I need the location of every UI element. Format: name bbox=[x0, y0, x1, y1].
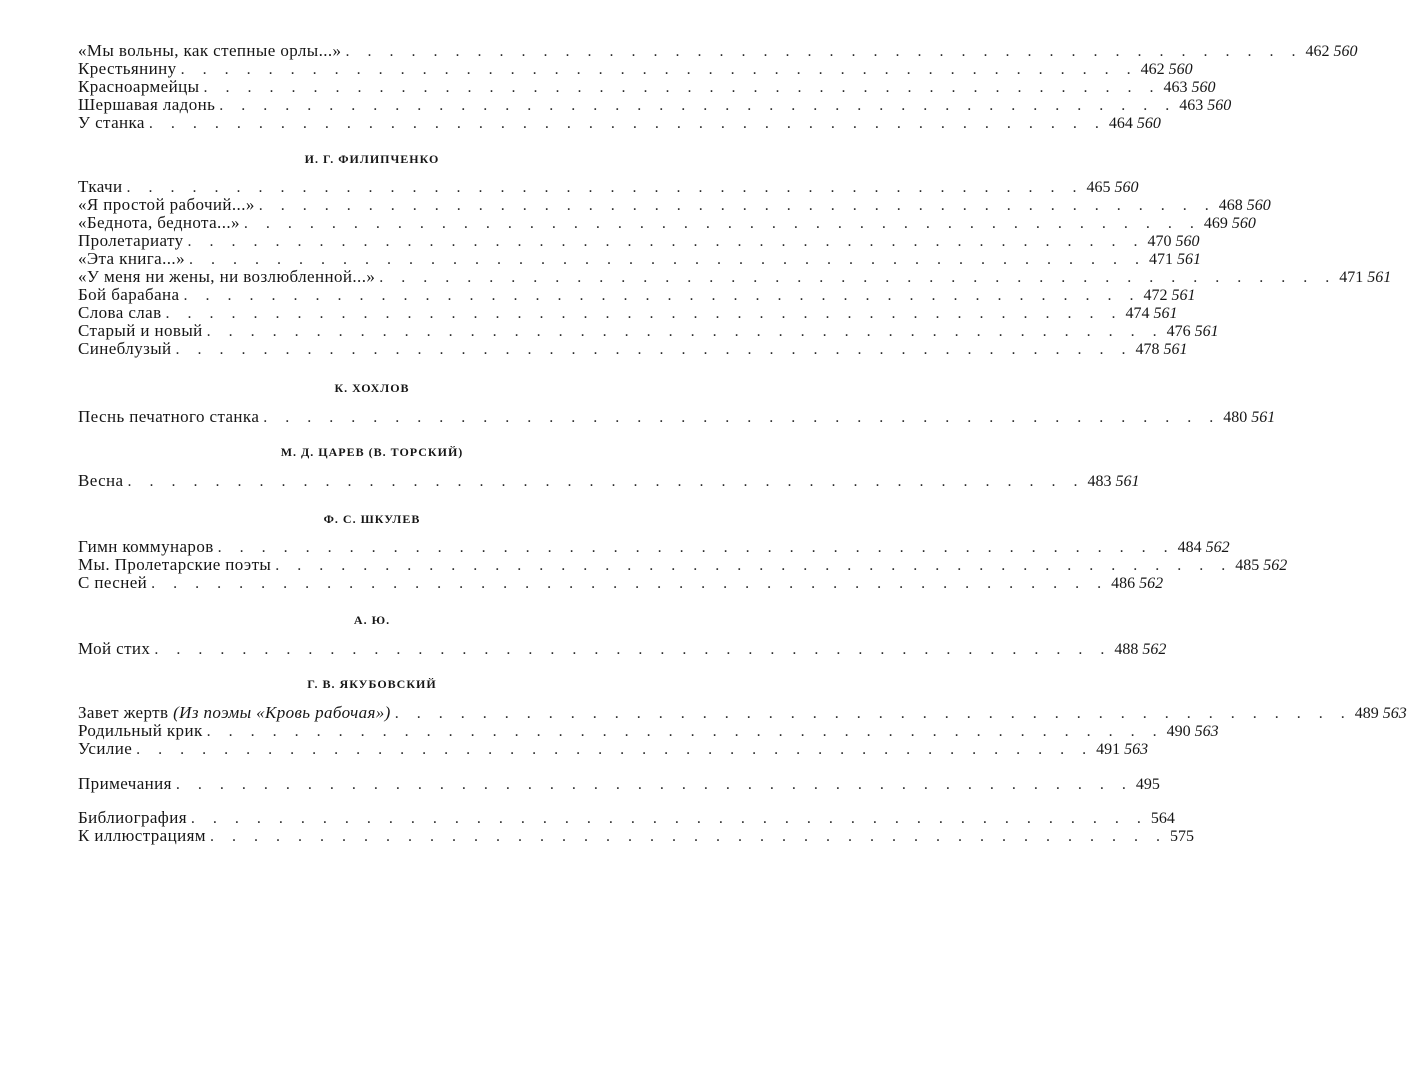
toc-entry[interactable] bbox=[78, 537, 1230, 556]
page-number: 484 bbox=[1177, 539, 1202, 556]
page-number: 463 bbox=[1163, 79, 1188, 96]
note-page-number: 563 bbox=[1194, 723, 1219, 740]
note-page-number: 560 bbox=[1231, 215, 1256, 232]
dot-leader: . . . . . . . . . . . . . . . . . . . . . . . . . . . . . . . . . . . . . . . . . . . . bbox=[190, 810, 1148, 827]
page-number: 471 bbox=[1148, 251, 1173, 268]
entry-subtitle: (Из поэмы «Кровь рабочая») bbox=[173, 703, 391, 722]
note-page-number: 561 bbox=[1367, 269, 1392, 286]
entry-title: Старый и новый bbox=[78, 321, 203, 340]
toc-section bbox=[78, 774, 1160, 793]
page-number: 469 bbox=[1203, 215, 1228, 232]
entry-title bbox=[78, 704, 391, 722]
author-heading: К. ХОХЛОВ bbox=[334, 381, 410, 395]
dot-leader: . . . . . . . . . . . . . . . . . . . . . . . . . . . . . . . . . . . . . . . . . . . . bbox=[187, 233, 1145, 250]
entry-title: «Эта книга...» bbox=[78, 249, 185, 268]
toc-entry[interactable] bbox=[78, 195, 1271, 214]
toc-entry[interactable] bbox=[78, 95, 1232, 114]
toc-section bbox=[78, 41, 1358, 132]
toc-entry[interactable] bbox=[78, 41, 1358, 60]
note-page-number: 561 bbox=[1163, 341, 1188, 358]
page-number: 478 bbox=[1135, 341, 1160, 358]
toc-section bbox=[78, 676, 1407, 758]
dot-leader: . . . . . . . . . . . . . . . . . . . . . . . . . . . . . . . . . . . . . . . . . . . . bbox=[206, 323, 1164, 340]
toc-entry[interactable] bbox=[78, 285, 1196, 304]
entry-title: Пролетариату bbox=[78, 231, 184, 250]
entry-title: Крестьянину bbox=[78, 59, 177, 78]
entry-title: С песней bbox=[78, 573, 148, 592]
entry-title: Шершавая ладонь bbox=[78, 95, 216, 114]
note-page-number: 560 bbox=[1333, 43, 1358, 60]
note-page-number: 563 bbox=[1124, 741, 1149, 758]
note-page-number: 563 bbox=[1382, 705, 1407, 722]
note-page-number: 562 bbox=[1205, 539, 1230, 556]
dot-leader: . . . . . . . . . . . . . . . . . . . . . . . . . . . . . . . . . . . . . . . . . . . . bbox=[126, 179, 1084, 196]
entry-title: Красноармейцы bbox=[78, 77, 200, 96]
toc-entry[interactable] bbox=[78, 826, 1194, 845]
page-number: 474 bbox=[1125, 305, 1150, 322]
dot-leader: . . . . . . . . . . . . . . . . . . . . . . . . . . . . . . . . . . . . . . . . . . . . bbox=[394, 705, 1352, 722]
page-number: 564 bbox=[1150, 810, 1175, 827]
dot-leader: . . . . . . . . . . . . . . . . . . . . . . . . . . . . . . . . . . . . . . . . . . . . bbox=[345, 43, 1303, 60]
entry-title: Ткачи bbox=[78, 177, 123, 196]
table-of-contents bbox=[78, 41, 1407, 845]
note-page-number: 560 bbox=[1246, 197, 1271, 214]
entry-title: Мой стих bbox=[78, 639, 151, 658]
dot-leader: . . . . . . . . . . . . . . . . . . . . . . . . . . . . . . . . . . . . . . . . . . . . bbox=[151, 575, 1109, 592]
note-page-number: 560 bbox=[1168, 61, 1193, 78]
note-page-number: 560 bbox=[1207, 97, 1232, 114]
toc-entry[interactable] bbox=[78, 59, 1193, 78]
dot-leader: . . . . . . . . . . . . . . . . . . . . . . . . . . . . . . . . . . . . . . . . . . . . bbox=[183, 287, 1141, 304]
dot-leader: . . . . . . . . . . . . . . . . . . . . . . . . . . . . . . . . . . . . . . . . . . . . bbox=[148, 115, 1106, 132]
dot-leader: . . . . . . . . . . . . . . . . . . . . . . . . . . . . . . . . . . . . . . . . . . . . bbox=[209, 828, 1167, 845]
page-number: 462 bbox=[1140, 61, 1165, 78]
page-number: 468 bbox=[1218, 197, 1243, 214]
toc-entry[interactable] bbox=[78, 267, 1392, 286]
note-page-number: 561 bbox=[1251, 409, 1276, 426]
entry-title: Примечания bbox=[78, 774, 172, 793]
author-heading: А. Ю. bbox=[353, 613, 391, 627]
dot-leader: . . . . . . . . . . . . . . . . . . . . . . . . . . . . . . . . . . . . . . . . . . . . bbox=[379, 269, 1337, 286]
page-number: 488 bbox=[1114, 641, 1139, 658]
toc-entry[interactable] bbox=[78, 639, 1167, 658]
toc-entry[interactable] bbox=[78, 303, 1178, 322]
toc-section bbox=[78, 380, 1276, 426]
entry-title: Весна bbox=[78, 471, 124, 490]
author-heading: М. Д. ЦАРЕВ (В. ТОРСКИЙ) bbox=[280, 445, 464, 459]
page-number: 470 bbox=[1147, 233, 1172, 250]
page-number: 495 bbox=[1135, 776, 1160, 793]
dot-leader: . . . . . . . . . . . . . . . . . . . . . . . . . . . . . . . . . . . . . . . . . . . . bbox=[188, 251, 1146, 268]
author-heading: Г. В. ЯКУБОВСКИЙ bbox=[307, 677, 437, 691]
toc-section bbox=[78, 612, 1167, 658]
author-heading: И. Г. ФИЛИПЧЕНКО bbox=[304, 152, 440, 166]
toc-entry[interactable] bbox=[78, 407, 1276, 426]
note-page-number: 562 bbox=[1263, 557, 1288, 574]
toc-entry[interactable] bbox=[78, 77, 1216, 96]
note-page-number: 560 bbox=[1136, 115, 1161, 132]
page-number: 575 bbox=[1169, 828, 1194, 845]
author-heading: Ф. С. ШКУЛЕВ bbox=[323, 512, 421, 526]
entry-title: Слова слав bbox=[78, 303, 162, 322]
toc-section bbox=[78, 444, 1140, 490]
toc-entry[interactable] bbox=[78, 703, 1407, 722]
note-page-number: 561 bbox=[1194, 323, 1219, 340]
entry-title-text: Завет жертв bbox=[78, 703, 169, 722]
dot-leader: . . . . . . . . . . . . . . . . . . . . . . . . . . . . . . . . . . . . . . . . . . . . bbox=[217, 539, 1175, 556]
toc-entry[interactable] bbox=[78, 721, 1219, 740]
toc-entry[interactable] bbox=[78, 739, 1149, 758]
toc-entry[interactable] bbox=[78, 231, 1200, 250]
page-number: 491 bbox=[1096, 741, 1121, 758]
entry-title: Родильный крик bbox=[78, 721, 203, 740]
dot-leader: . . . . . . . . . . . . . . . . . . . . . . . . . . . . . . . . . . . . . . . . . . . . bbox=[175, 776, 1133, 793]
entry-title: «Мы вольны, как степные орлы...» bbox=[78, 41, 342, 60]
dot-leader: . . . . . . . . . . . . . . . . . . . . . . . . . . . . . . . . . . . . . . . . . . . . bbox=[275, 557, 1233, 574]
toc-entry[interactable] bbox=[78, 249, 1201, 268]
entry-title: «Беднота, беднота...» bbox=[78, 213, 240, 232]
page-number: 490 bbox=[1166, 723, 1191, 740]
note-page-number: 561 bbox=[1153, 305, 1178, 322]
entry-title: Усилие bbox=[78, 739, 133, 758]
dot-leader: . . . . . . . . . . . . . . . . . . . . . . . . . . . . . . . . . . . . . . . . . . . . bbox=[136, 741, 1094, 758]
dot-leader: . . . . . . . . . . . . . . . . . . . . . . . . . . . . . . . . . . . . . . . . . . . . bbox=[175, 341, 1133, 358]
note-page-number: 561 bbox=[1171, 287, 1196, 304]
dot-leader: . . . . . . . . . . . . . . . . . . . . . . . . . . . . . . . . . . . . . . . . . . . . bbox=[127, 473, 1085, 490]
toc-section bbox=[78, 151, 1392, 358]
toc-entry[interactable] bbox=[78, 471, 1140, 490]
toc-entry[interactable] bbox=[78, 808, 1175, 827]
dot-leader: . . . . . . . . . . . . . . . . . . . . . . . . . . . . . . . . . . . . . . . . . . . . bbox=[219, 97, 1177, 114]
page-number: 485 bbox=[1235, 557, 1260, 574]
note-page-number: 561 bbox=[1176, 251, 1201, 268]
note-page-number: 561 bbox=[1115, 473, 1140, 490]
toc-entry[interactable] bbox=[78, 321, 1219, 340]
page-number: 472 bbox=[1143, 287, 1168, 304]
note-page-number: 560 bbox=[1175, 233, 1200, 250]
dot-leader: . . . . . . . . . . . . . . . . . . . . . . . . . . . . . . . . . . . . . . . . . . . . bbox=[258, 197, 1216, 214]
page-number: 489 bbox=[1354, 705, 1379, 722]
toc-section bbox=[78, 808, 1194, 845]
entry-title: К иллюстрациям bbox=[78, 826, 206, 845]
toc-entry[interactable] bbox=[78, 774, 1160, 793]
toc-entry[interactable] bbox=[78, 113, 1161, 132]
entry-title: Гимн коммунаров bbox=[78, 537, 214, 556]
page-number: 462 bbox=[1305, 43, 1330, 60]
entry-title: «Я простой рабочий...» bbox=[78, 195, 255, 214]
toc-entry[interactable] bbox=[78, 555, 1288, 574]
page-number: 483 bbox=[1087, 473, 1112, 490]
toc-entry[interactable] bbox=[78, 177, 1139, 196]
page-number: 465 bbox=[1086, 179, 1111, 196]
page-number: 471 bbox=[1339, 269, 1364, 286]
dot-leader: . . . . . . . . . . . . . . . . . . . . . . . . . . . . . . . . . . . . . . . . . . . . bbox=[243, 215, 1201, 232]
entry-title: Библиография bbox=[78, 808, 187, 827]
dot-leader: . . . . . . . . . . . . . . . . . . . . . . . . . . . . . . . . . . . . . . . . . . . . bbox=[206, 723, 1164, 740]
page-number: 486 bbox=[1111, 575, 1136, 592]
note-page-number: 560 bbox=[1191, 79, 1216, 96]
entry-title: У станка bbox=[78, 113, 145, 132]
entry-title: Синеблузый bbox=[78, 339, 172, 358]
note-page-number: 562 bbox=[1139, 575, 1164, 592]
entry-title: «У меня ни жены, ни возлюбленной...» bbox=[78, 267, 376, 286]
note-page-number: 560 bbox=[1114, 179, 1139, 196]
page-number: 464 bbox=[1108, 115, 1133, 132]
page-number: 476 bbox=[1166, 323, 1191, 340]
page-number: 463 bbox=[1179, 97, 1204, 114]
entry-title: Мы. Пролетарские поэты bbox=[78, 555, 272, 574]
toc-entry[interactable] bbox=[78, 573, 1164, 592]
entry-title: Бой барабана bbox=[78, 285, 180, 304]
toc-entry[interactable] bbox=[78, 339, 1188, 358]
toc-entry[interactable] bbox=[78, 213, 1256, 232]
dot-leader: . . . . . . . . . . . . . . . . . . . . . . . . . . . . . . . . . . . . . . . . . . . . bbox=[165, 305, 1123, 322]
page-number: 480 bbox=[1223, 409, 1248, 426]
toc-section bbox=[78, 511, 1288, 592]
note-page-number: 562 bbox=[1142, 641, 1167, 658]
dot-leader: . . . . . . . . . . . . . . . . . . . . . . . . . . . . . . . . . . . . . . . . . . . . bbox=[203, 79, 1161, 96]
dot-leader: . . . . . . . . . . . . . . . . . . . . . . . . . . . . . . . . . . . . . . . . . . . . bbox=[180, 61, 1138, 78]
dot-leader: . . . . . . . . . . . . . . . . . . . . . . . . . . . . . . . . . . . . . . . . . . . . bbox=[263, 409, 1221, 426]
entry-title: Песнь печатного станка bbox=[78, 407, 260, 426]
dot-leader: . . . . . . . . . . . . . . . . . . . . . . . . . . . . . . . . . . . . . . . . . . . . bbox=[154, 641, 1112, 658]
